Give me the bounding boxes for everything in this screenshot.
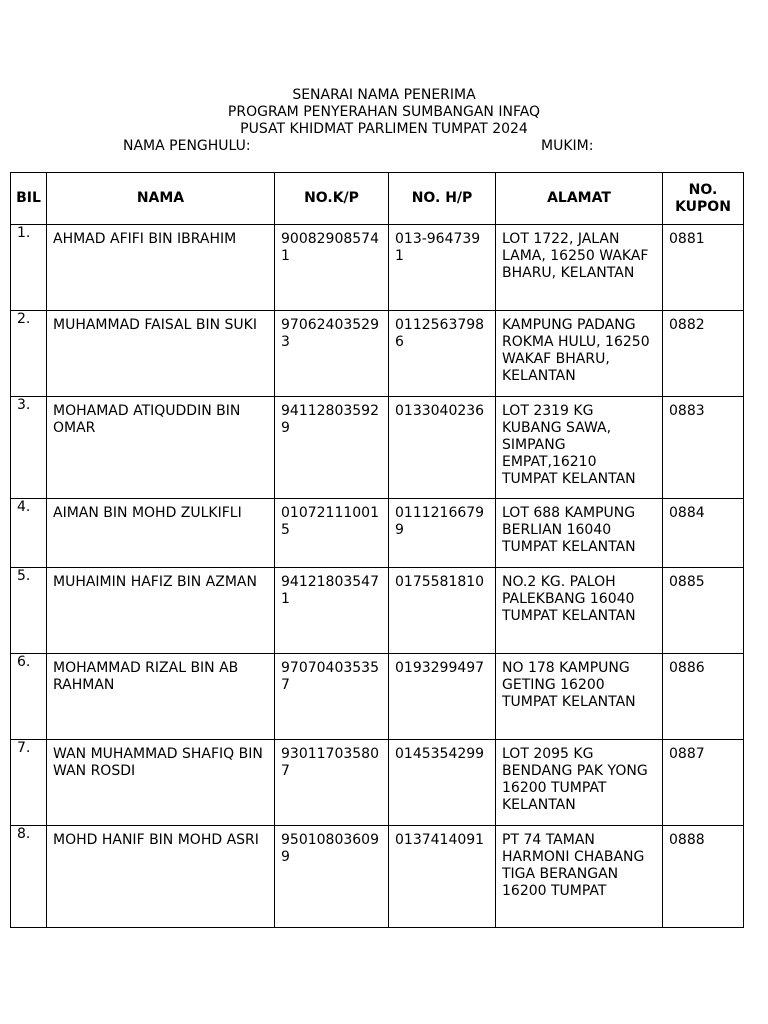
address: LOT 688 KAMPUNG BERLIAN 16040 TUMPAT KELANTAN xyxy=(496,499,663,568)
row-number: 5. xyxy=(11,568,47,654)
recipient-name: MOHAMAD ATIQUDDIN BIN OMAR xyxy=(47,397,275,499)
ic-number: 970624035293 xyxy=(275,311,389,397)
row-number: 4. xyxy=(11,499,47,568)
ic-number: 900829085741 xyxy=(275,225,389,311)
coupon-number: 0882 xyxy=(663,311,744,397)
phone-number: 0193299497 xyxy=(389,654,496,740)
table-row xyxy=(11,654,744,740)
row-number: 3. xyxy=(11,397,47,499)
coupon-number: 0887 xyxy=(663,740,744,826)
table-row xyxy=(11,499,744,568)
document-header xyxy=(0,87,768,138)
phone-number: 013-9647391 xyxy=(389,225,496,311)
table-row xyxy=(11,826,744,928)
ic-number: 970704035357 xyxy=(275,654,389,740)
coupon-number: 0886 xyxy=(663,654,744,740)
program-title: PROGRAM PENYERAHAN SUMBANGAN INFAQ xyxy=(227,104,541,120)
table-row xyxy=(11,568,744,654)
coupon-number: 0884 xyxy=(663,499,744,568)
recipient-name: MUHAIMIN HAFIZ BIN AZMAN xyxy=(47,568,275,654)
address: LOT 2095 KG BENDANG PAK YONG 16200 TUMPAT KELANTAN xyxy=(496,740,663,826)
address: NO.2 KG. PALOH PALEKBANG 16040 TUMPAT KELANTAN xyxy=(496,568,663,654)
address: PT 74 TAMAN HARMONI CHABANG TIGA BERANGAN 16200 TUMPAT xyxy=(496,826,663,928)
recipient-name: MOHAMMAD RIZAL BIN AB RAHMAN xyxy=(47,654,275,740)
ic-number: 010721110015 xyxy=(275,499,389,568)
mukim-label: MUKIM: xyxy=(541,138,594,154)
column-header-alamat: ALAMAT xyxy=(496,173,663,225)
column-header-nohp: NO. H/P xyxy=(389,173,496,225)
phone-number: 0175581810 xyxy=(389,568,496,654)
ic-number: 930117035807 xyxy=(275,740,389,826)
address: LOT 1722, JALAN LAMA, 16250 WAKAF BHARU, KELANTAN xyxy=(496,225,663,311)
phone-number: 0137414091 xyxy=(389,826,496,928)
recipient-name: WAN MUHAMMAD SHAFIQ BIN WAN ROSDI xyxy=(47,740,275,826)
row-number: 7. xyxy=(11,740,47,826)
recipient-table xyxy=(10,172,744,928)
column-header-kupon: NO. KUPON xyxy=(663,173,744,225)
coupon-number: 0885 xyxy=(663,568,744,654)
row-number: 2. xyxy=(11,311,47,397)
address: KAMPUNG PADANG ROKMA HULU, 16250 WAKAF BHARU, KELANTAN xyxy=(496,311,663,397)
coupon-number: 0881 xyxy=(663,225,744,311)
coupon-number: 0883 xyxy=(663,397,744,499)
table-header-row xyxy=(11,173,744,225)
table-row xyxy=(11,740,744,826)
recipient-name: AIMAN BIN MOHD ZULKIFLI xyxy=(47,499,275,568)
column-header-nama: NAMA xyxy=(47,173,275,225)
recipient-name: MOHD HANIF BIN MOHD ASRI xyxy=(47,826,275,928)
column-header-nokp: NO.K/P xyxy=(275,173,389,225)
office-title: PUSAT KHIDMAT PARLIMEN TUMPAT 2024 xyxy=(240,121,528,137)
address: LOT 2319 KG KUBANG SAWA, SIMPANG EMPAT,16210 TUMPAT KELANTAN xyxy=(496,397,663,499)
document-title: SENARAI NAMA PENERIMA xyxy=(292,87,476,103)
column-header-bil: BIL xyxy=(11,173,47,225)
ic-number: 950108036099 xyxy=(275,826,389,928)
phone-number: 01125637986 xyxy=(389,311,496,397)
coupon-number: 0888 xyxy=(663,826,744,928)
address: NO 178 KAMPUNG GETING 16200 TUMPAT KELANTAN xyxy=(496,654,663,740)
ic-number: 941218035471 xyxy=(275,568,389,654)
recipient-name: MUHAMMAD FAISAL BIN SUKI xyxy=(47,311,275,397)
row-number: 1. xyxy=(11,225,47,311)
table-row xyxy=(11,225,744,311)
phone-number: 0145354299 xyxy=(389,740,496,826)
phone-number: 0133040236 xyxy=(389,397,496,499)
ic-number: 941128035929 xyxy=(275,397,389,499)
table-row xyxy=(11,311,744,397)
row-number: 6. xyxy=(11,654,47,740)
recipient-name: AHMAD AFIFI BIN IBRAHIM xyxy=(47,225,275,311)
phone-number: 01112166799 xyxy=(389,499,496,568)
table-row xyxy=(11,397,744,499)
row-number: 8. xyxy=(11,826,47,928)
penghulu-label: NAMA PENGHULU: xyxy=(123,138,251,154)
